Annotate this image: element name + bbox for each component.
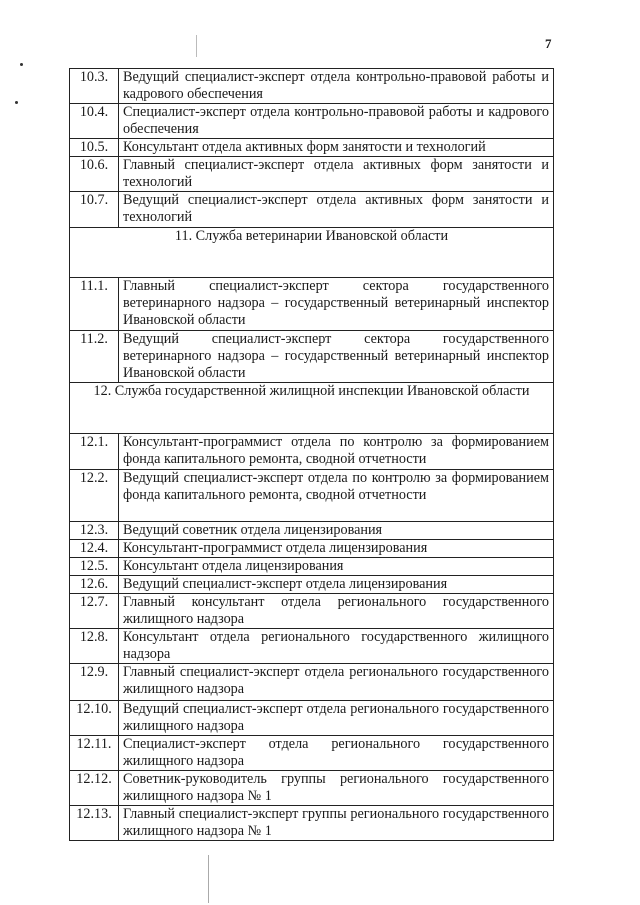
- table-row: [70, 594, 554, 629]
- item-number: 12.3.: [70, 522, 119, 540]
- position-title: Ведущий специалист-эксперт отдела активных форм занятости и технологий: [119, 192, 554, 228]
- table-row: [70, 331, 554, 383]
- item-number: 12.9.: [70, 664, 119, 701]
- table-row: [70, 771, 554, 806]
- scan-dot-mark: [20, 63, 23, 66]
- position-title: Главный специалист-эксперт сектора государственного ветеринарного надзора – государственный ветеринарный инспектор Ивановской области: [119, 278, 554, 331]
- table-row: [70, 470, 554, 522]
- table-body: [70, 69, 554, 841]
- item-number: 12.2.: [70, 470, 119, 522]
- table-row: [70, 192, 554, 228]
- item-number: 12.13.: [70, 806, 119, 841]
- position-title: Консультант отдела лицензирования: [119, 558, 554, 576]
- page-number: 7: [545, 36, 552, 51]
- table-row: [70, 69, 554, 104]
- table-row: [70, 806, 554, 841]
- position-title: Специалист-эксперт отдела контрольно-правовой работы и кадрового обеспечения: [119, 104, 554, 139]
- position-title: Консультант-программист отдела по контролю за формированием фонда капитального ремонта, сводной отчетности: [119, 434, 554, 470]
- item-number: 11.2.: [70, 331, 119, 383]
- table-row: [70, 157, 554, 192]
- item-number: 12.4.: [70, 540, 119, 558]
- position-title: Консультант-программист отдела лицензирования: [119, 540, 554, 558]
- position-title: Ведущий специалист-эксперт сектора государственного ветеринарного надзора – государственный ветеринарный инспектор Ивановской области: [119, 331, 554, 383]
- table-row: [70, 434, 554, 470]
- section-header-row: [70, 383, 554, 434]
- table-row: [70, 629, 554, 664]
- item-number: 12.5.: [70, 558, 119, 576]
- item-number: 10.3.: [70, 69, 119, 104]
- item-number: 10.5.: [70, 139, 119, 157]
- table-row: [70, 664, 554, 701]
- position-title: Советник-руководитель группы регионального государственного жилищного надзора № 1: [119, 771, 554, 806]
- item-number: 12.6.: [70, 576, 119, 594]
- table-row: [70, 278, 554, 331]
- position-title: Консультант отдела активных форм занятости и технологий: [119, 139, 554, 157]
- item-number: 12.8.: [70, 629, 119, 664]
- positions-table: [69, 68, 554, 841]
- item-number: 10.6.: [70, 157, 119, 192]
- table-row: [70, 522, 554, 540]
- scan-dot-mark: [15, 101, 18, 104]
- position-title: Главный специалист-эксперт отдела регионального государственного жилищного надзора: [119, 664, 554, 701]
- table-row: [70, 701, 554, 736]
- section-header-row: [70, 228, 554, 278]
- position-title: Ведущий специалист-эксперт отдела по контролю за формированием фонда капитального ремонта, сводной отчетности: [119, 470, 554, 522]
- table-row: [70, 736, 554, 771]
- item-number: 10.7.: [70, 192, 119, 228]
- position-title: Главный специалист-эксперт отдела активных форм занятости и технологий: [119, 157, 554, 192]
- table-row: [70, 104, 554, 139]
- position-title: Ведущий специалист-эксперт отдела лицензирования: [119, 576, 554, 594]
- position-title: Ведущий специалист-эксперт отдела контрольно-правовой работы и кадрового обеспечения: [119, 69, 554, 104]
- section-title: 12. Служба государственной жилищной инспекции Ивановской области: [70, 383, 554, 434]
- position-title: Консультант отдела регионального государственного жилищного надзора: [119, 629, 554, 664]
- table-row: [70, 576, 554, 594]
- position-title: Главный консультант отдела регионального государственного жилищного надзора: [119, 594, 554, 629]
- table-row: [70, 540, 554, 558]
- position-title: Ведущий советник отдела лицензирования: [119, 522, 554, 540]
- item-number: 12.12.: [70, 771, 119, 806]
- section-title: 11. Служба ветеринарии Ивановской области: [70, 228, 554, 278]
- fold-line-bottom: [208, 855, 209, 903]
- item-number: 12.7.: [70, 594, 119, 629]
- item-number: 12.10.: [70, 701, 119, 736]
- item-number: 11.1.: [70, 278, 119, 331]
- table-row: [70, 558, 554, 576]
- position-title: Специалист-эксперт отдела регионального государственного жилищного надзора: [119, 736, 554, 771]
- table-row: [70, 139, 554, 157]
- item-number: 12.1.: [70, 434, 119, 470]
- item-number: 10.4.: [70, 104, 119, 139]
- position-title: Ведущий специалист-эксперт отдела регионального государственного жилищного надзора: [119, 701, 554, 736]
- position-title: Главный специалист-эксперт группы регионального государственного жилищного надзора № 1: [119, 806, 554, 841]
- fold-line-top: [196, 35, 197, 57]
- item-number: 12.11.: [70, 736, 119, 771]
